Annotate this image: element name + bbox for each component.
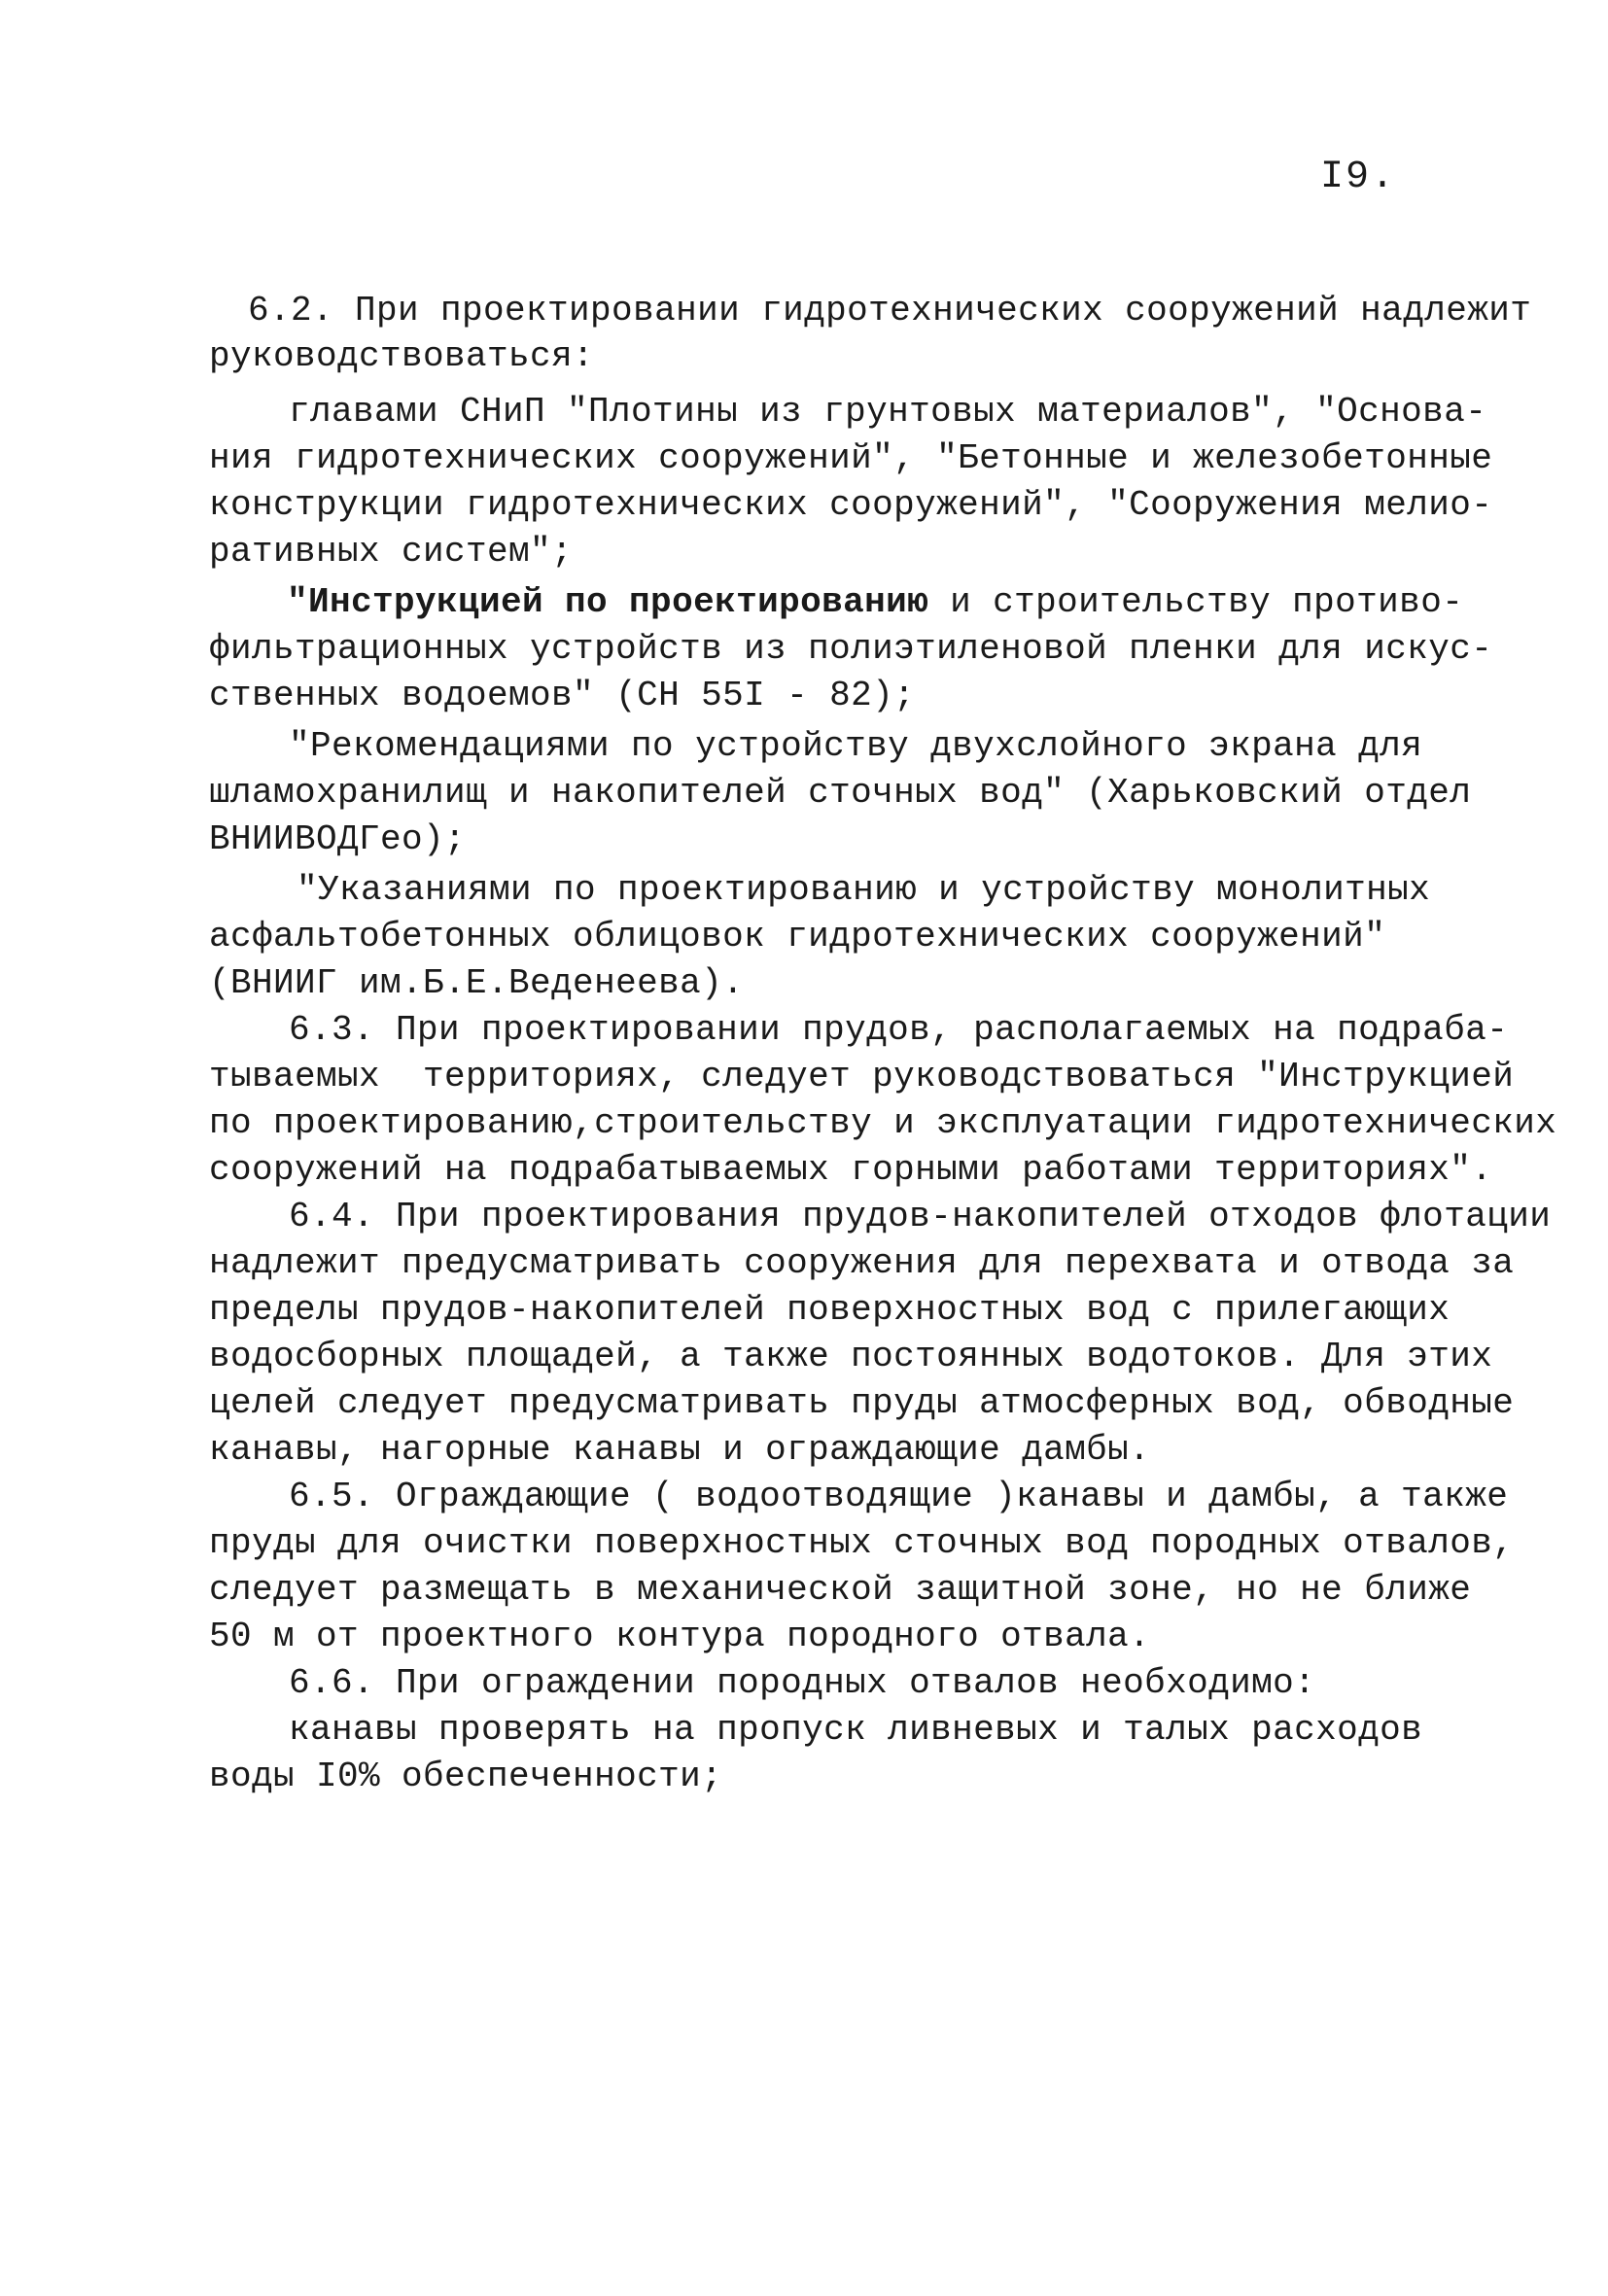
- text-line: целей следует предусматривать пруды атмосферных вод, обводные: [209, 1383, 1515, 1423]
- text-line: надлежит предусматривать сооружения для перехвата и отвода за: [209, 1243, 1515, 1283]
- text-line: пределы прудов-накопителей поверхностных вод с прилегающих: [209, 1290, 1451, 1330]
- text-line: главами СНиП "Плотины из грунтовых материалов", "Основа-: [289, 392, 1487, 432]
- text-line: 6.5. Ограждающие ( водоотводящие )канавы и дамбы, а также: [289, 1477, 1509, 1516]
- text-line: по проектированию,строительству и эксплуатации гидротехнических: [209, 1103, 1557, 1143]
- text-line: ственных водоемов" (СН 55I - 82);: [209, 676, 916, 715]
- text-line: (ВНИИГ им.Б.Е.Веденеева).: [209, 963, 745, 1003]
- text-line: шламохранилищ и накопителей сточных вод" (Харьковский отдел: [209, 773, 1472, 813]
- text-line: асфальтобетонных облицовок гидротехнических сооружений": [209, 917, 1386, 957]
- text-line: канавы, нагорные канавы и ограждающие дамбы.: [209, 1430, 1151, 1470]
- text-line: тываемых территориях, следует руководствоваться "Инструкцией: [209, 1057, 1515, 1096]
- text-line: канавы проверять на пропуск ливневых и талых расходов: [289, 1710, 1423, 1750]
- text-line: пруды для очистки поверхностных сточных вод породных отвалов,: [209, 1523, 1515, 1563]
- text-line: 6.2. При проектировании гидротехнических сооружений надлежит: [248, 291, 1532, 330]
- text-line: ративных систем";: [209, 532, 574, 572]
- text-line: 6.3. При проектировании прудов, располагаемых на подраба-: [289, 1010, 1509, 1050]
- text-line: "Рекомендациями по устройству двухслойного экрана для: [289, 726, 1423, 766]
- text-line: "Указаниями по проектированию и устройству монолитных: [297, 870, 1431, 910]
- text-line: конструкции гидротехнических сооружений", "Сооружения мелио-: [209, 485, 1493, 525]
- text-line: 6.4. При проектирования прудов-накопителей отходов флотации: [289, 1197, 1552, 1236]
- page-number: I9.: [1320, 156, 1397, 199]
- text-line: 50 м от проектного контура породного отвала.: [209, 1617, 1151, 1656]
- text-line: следует размещать в механической защитной зоне, но не ближе: [209, 1570, 1472, 1610]
- text-line: ВНИИВОДГео);: [209, 819, 467, 859]
- text-line: [287, 579, 1463, 626]
- text-line: ния гидротехнических сооружений", "Бетонные и железобетонные: [209, 438, 1493, 478]
- text-line: сооружений на подрабатываемых горными работами территориях".: [209, 1150, 1493, 1190]
- text-line: фильтрационных устройств из полиэтиленовой пленки для искус-: [209, 629, 1493, 669]
- text-fragment: и строительству противо-: [928, 582, 1464, 622]
- bold-phrase: "Инструкцией по проектированию: [287, 582, 929, 622]
- text-line: воды I0% обеспеченности;: [209, 1757, 723, 1796]
- text-line: 6.6. При ограждении породных отвалов необходимо:: [289, 1663, 1316, 1703]
- text-line: руководствоваться:: [209, 336, 595, 376]
- text-line: водосборных площадей, а также постоянных водотоков. Для этих: [209, 1337, 1493, 1376]
